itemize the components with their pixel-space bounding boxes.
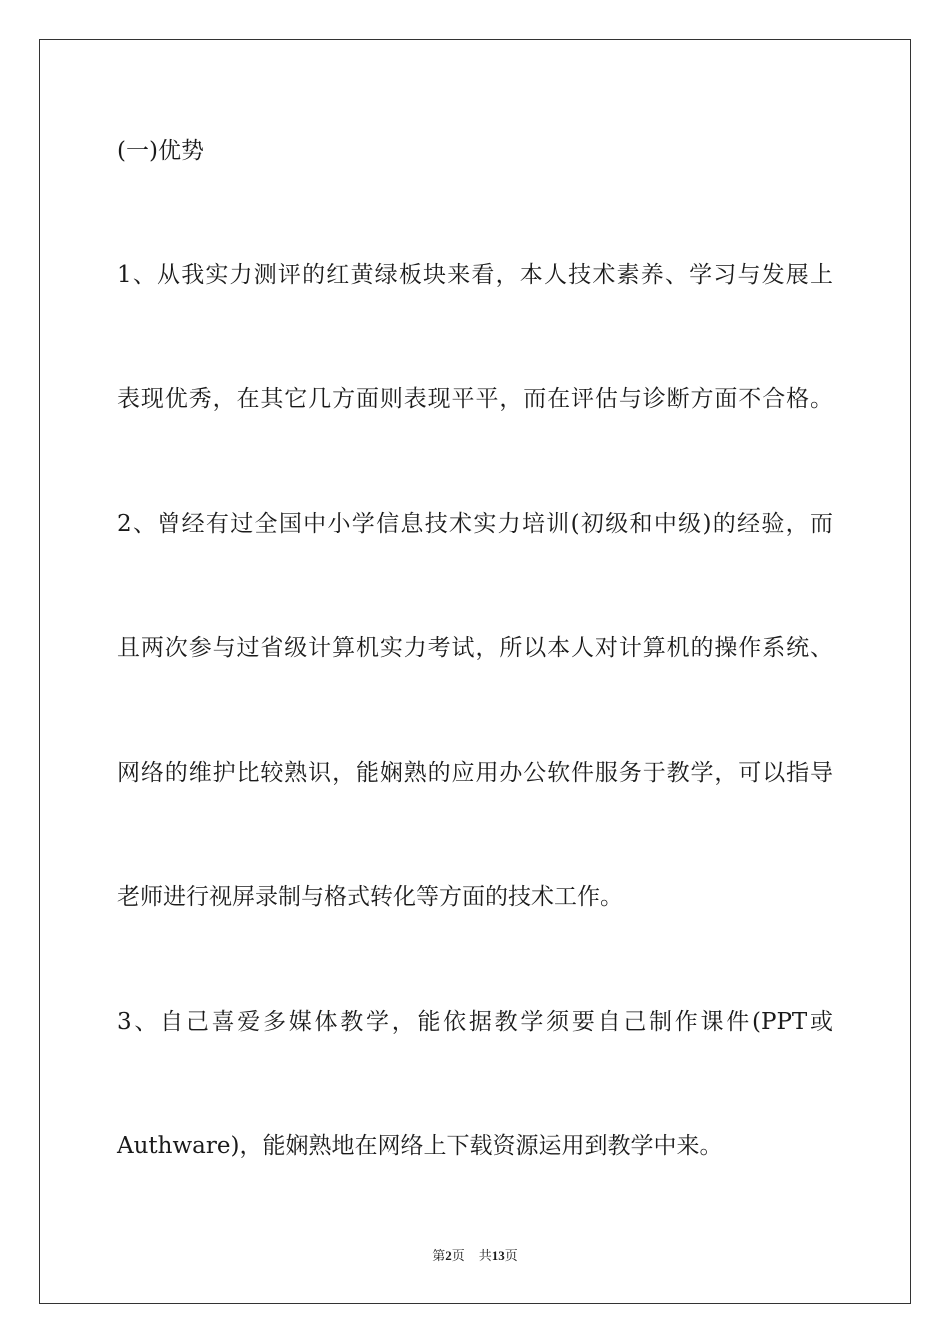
page-unit: 页: [451, 1248, 465, 1263]
page-footer: [0, 1247, 950, 1265]
total-prefix: 共: [478, 1248, 492, 1263]
paragraph-line: 表现优秀，在其它几方面则表现平平，而在评估与诊断方面不合格。: [117, 386, 833, 412]
page-border: [39, 39, 911, 1304]
paragraph-line: 网络的维护比较熟识，能娴熟的应用办公软件服务于教学，可以指导: [117, 760, 833, 786]
section-heading: (一)优势: [117, 138, 204, 164]
paragraph-line: 2、曾经有过全国中小学信息技术实力培训(初级和中级)的经验，而: [117, 511, 833, 537]
paragraph-line: Authware)，能娴熟地在网络上下载资源运用到教学中来。: [117, 1133, 723, 1159]
current-page-number: 2: [445, 1248, 452, 1263]
paragraph-line: 1、从我实力测评的红黄绿板块来看，本人技术素养、学习与发展上: [117, 262, 833, 288]
paragraph-line: 且两次参与过省级计算机实力考试，所以本人对计算机的操作系统、: [117, 635, 833, 661]
paragraph-line: 3、自己喜爱多媒体教学，能依据教学须要自己制作课件(PPT或: [117, 1009, 833, 1035]
total-page-number: 13: [491, 1248, 505, 1263]
paragraph-line: 老师进行视屏录制与格式转化等方面的技术工作。: [117, 884, 623, 910]
page-prefix: 第: [432, 1248, 446, 1263]
total-unit: 页: [504, 1248, 518, 1263]
